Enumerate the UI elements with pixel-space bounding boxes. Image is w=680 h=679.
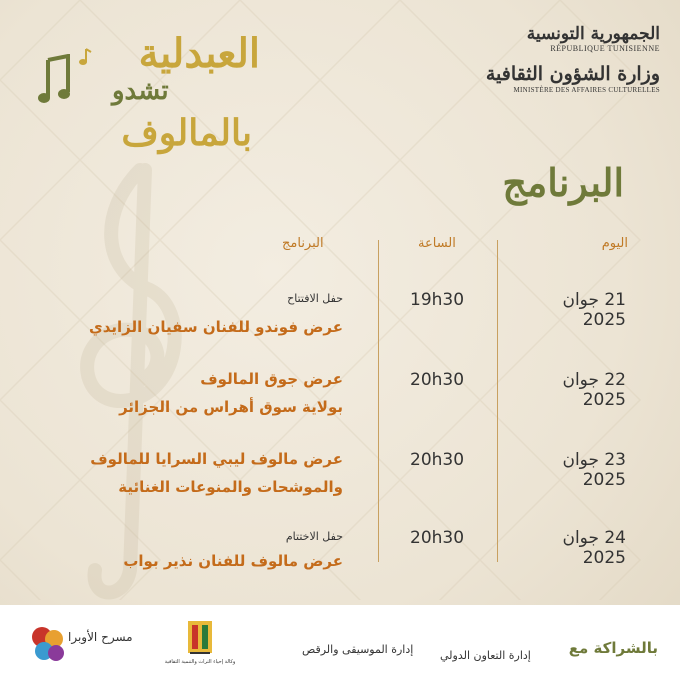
partner-music-dance: إدارة الموسيقى والرقص [302,643,414,656]
row-time: 20h30 [410,450,465,470]
heritage-agency-logo [160,619,240,675]
schedule-row [0,370,680,430]
opera-name: مسرح الأوبرا [68,630,133,644]
opera-emblem-icon [30,623,66,667]
schedule-row [0,290,680,350]
agency-name: وكالة إحياء التراث والتنمية الثقافية [164,659,236,665]
row-time: 20h30 [410,370,465,390]
row-program-line: عرض جوق المالوف [200,370,343,388]
row-program-line: عرض فوندو للفنان سفيان الزايدي [89,318,343,336]
logo-text-line3: بالمالوف [121,112,252,154]
row-program-line: عرض مالوف للفنان نذير بواب [123,552,343,570]
logo-text-line1: العبدلية [138,30,260,77]
row-day: 24 جوان 2025 [562,528,626,568]
column-header-day: اليوم [601,236,628,251]
ministry-french: MINISTÈRE DES AFFAIRES CULTURELLES [513,86,660,94]
agency-emblem-icon [160,619,240,657]
republic-french: RÉPUBLIQUE TUNISIENNE [550,44,660,53]
row-subtitle: حفل الاختتام [285,530,343,543]
column-header-program: البرنامج [282,236,324,251]
row-subtitle: حفل الافتتاح [287,292,343,305]
partnership-label: بالشراكة مع [568,639,658,657]
column-header-time: الساعة [418,236,456,251]
festival-logo [20,20,260,160]
partner-international-cooperation: إدارة التعاون الدولي [440,649,531,662]
republic-arabic: الجمهورية التونسية [526,24,660,44]
opera-logo [30,623,133,669]
row-program-line: عرض مالوف ليبي السرايا للمالوف [90,450,343,468]
ministry-header [460,24,660,95]
row-day: 22 جوان 2025 [562,370,626,410]
small-music-note-icon [78,48,92,66]
music-note-icon [38,54,72,106]
program-title: البرنامج [502,160,624,205]
row-program-line: بولاية سوق أهراس من الجزائر [119,398,343,416]
row-day: 21 جوان 2025 [562,290,626,330]
row-time: 19h30 [410,290,465,310]
logo-text-line2: تشدو [112,76,169,106]
row-program-line: والموشحات والمنوعات الغنائية [118,478,343,496]
row-day: 23 جوان 2025 [562,450,626,490]
partners-footer [0,605,680,679]
schedule-row [0,528,680,588]
row-time: 20h30 [410,528,465,548]
schedule-row [0,450,680,510]
ministry-arabic: وزارة الشؤون الثقافية [485,63,660,85]
